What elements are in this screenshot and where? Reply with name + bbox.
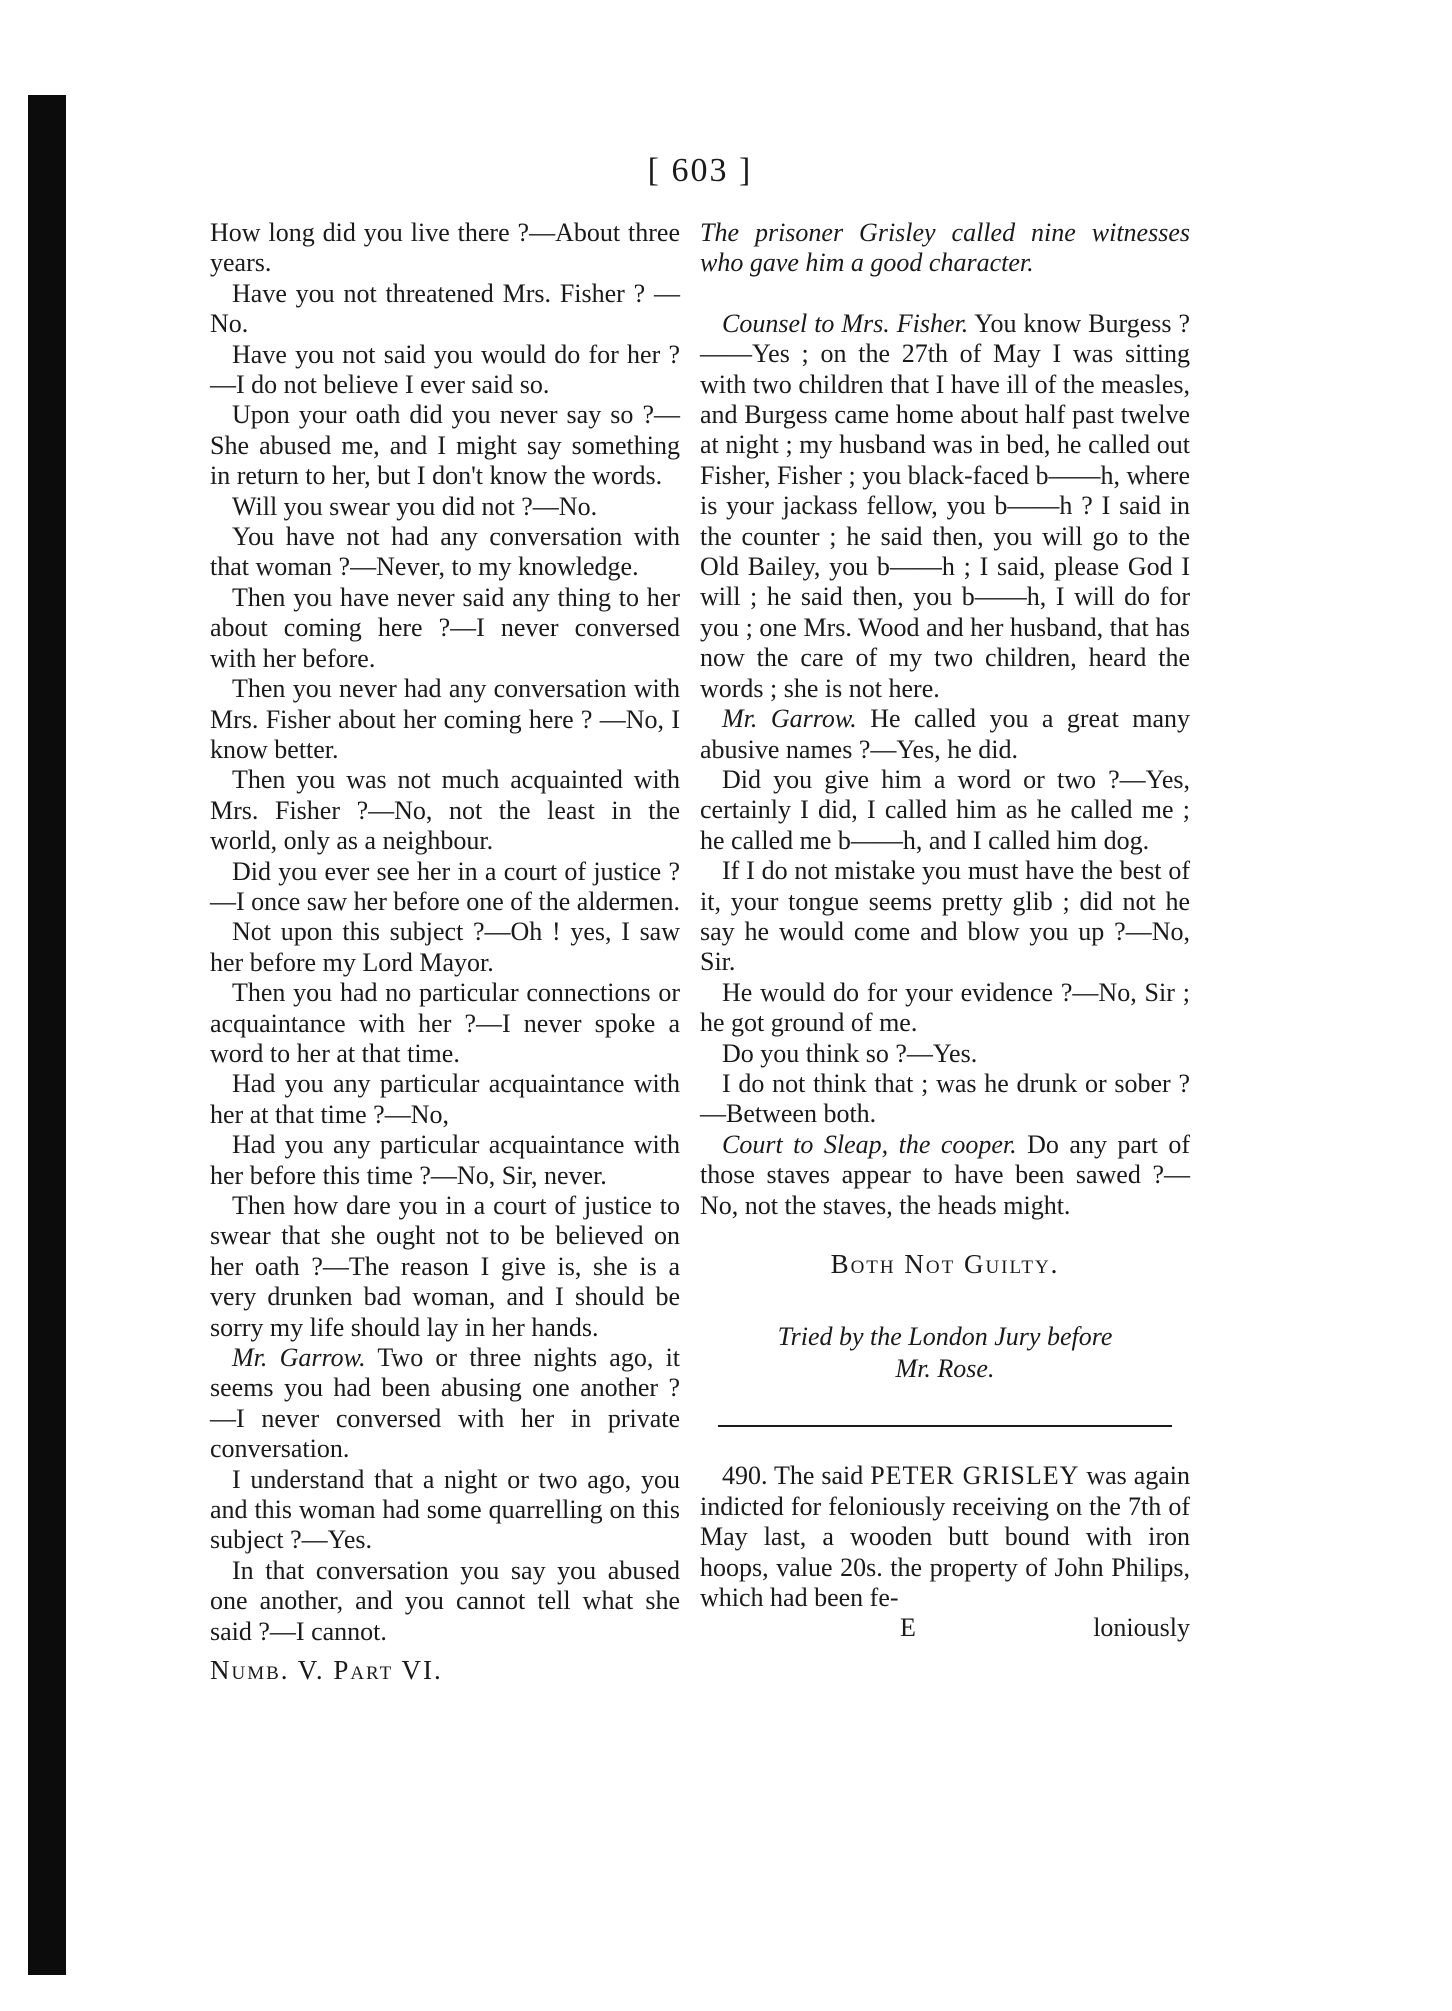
tried-by-note (700, 1321, 1190, 1385)
qa-paragraph: Not upon this subject ?—Oh ! yes, I saw her before my Lord Mayor. (210, 917, 680, 977)
left-column (210, 218, 680, 1686)
qa-paragraph: You have not had any conversation with that woman ?—Never, to my knowledge. (210, 522, 680, 582)
qa-paragraph: Then you have never said any thing to her about coming here ?—I never conversed with her before. (210, 582, 680, 673)
qa-paragraph: I do not think that ; was he drunk or sober ?—Between both. (700, 1068, 1190, 1129)
qa-paragraph: He would do for your evidence ?—No, Sir ; he got ground of me. (700, 977, 1190, 1038)
qa-paragraph: I understand that a night or two ago, you and this woman had some quarrelling on this subject ?—Yes. (210, 1464, 680, 1555)
witness-note: The prisoner Grisley called nine witnesses who gave him a good character. (700, 218, 1190, 278)
qa-paragraph: Have you not said you would do for her ? —I do not believe I ever said so. (210, 339, 680, 400)
qa-paragraph: If I do not mistake you must have the best of it, your tongue seems pretty glib ; did not he say he would come and blow you up ?—No, Sir. (700, 856, 1190, 977)
qa-paragraph: Had you any particular acquaintance with her at that time ?—No, (210, 1069, 680, 1129)
qa-paragraph: Counsel to Mrs. Fisher. You know Burgess ?——Yes ; on the 27th of May I was sitting with two children that I have ill of the measles, and Burgess came home about half past twelve at night ; my husband was in bed, he called out Fisher, Fisher ; you black-faced b——h, where is your jackass fellow, you b——h ? I said in the counter ; he said then, you will go to the Old Bailey, you b——h ; I said, please God I will ; he said then, you b——h, I will do for you ; one Mrs. Wood and her husband, that has now the care of my two children, heard the words ; she is not here. (700, 308, 1190, 703)
qa-paragraph: Do you think so ?—Yes. (722, 1038, 978, 1068)
speaker-label: Court to Sleap, the cooper. (722, 1129, 1017, 1159)
case-number: 490. (722, 1461, 768, 1491)
qa-paragraph: Did you give him a word or two ?—Yes, certainly I did, I called him as he called me ; he called me b——h, and I called him dog. (700, 764, 1190, 855)
catchword: loniously (1093, 1613, 1190, 1643)
qa-paragraph: Will you swear you did not ?—No. (232, 491, 598, 521)
page-number: [ 603 ] (647, 152, 753, 189)
qa-paragraph: Then how dare you in a court of justice to swear that she ought not to be believed on her oath ?—The reason I give is, she is a very drunken bad woman, and I should be sorry my life should lay in her hands. (210, 1191, 680, 1342)
section-divider (718, 1425, 1172, 1427)
speaker-label: Counsel to Mrs. Fisher. (722, 308, 969, 338)
qa-paragraph: Then you had no particular connections or acquaintance with her ?—I never spoke a word to her at that time. (210, 978, 680, 1068)
defendant-name: PETER GRISLEY (870, 1461, 1080, 1491)
qa-paragraph: Court to Sleap, the cooper. Do any part of those staves appear to have been sawed ?— No, not the staves, the heads might. (700, 1129, 1190, 1220)
qa-paragraph: Then you was not much acquainted with Mrs. Fisher ?—No, not the least in the world, only as a neighbour. (210, 765, 680, 856)
qa-paragraph: Mr. Garrow. Two or three nights ago, it seems you had been abusing one another ? —I never conversed with her in private conversation. (210, 1343, 681, 1464)
qa-paragraph: How long did you live there ?—About three years. (210, 218, 680, 278)
qa-paragraph: Then you never had any conversation with Mrs. Fisher about her coming here ? —No, I know better. (210, 674, 680, 764)
qa-paragraph: Upon your oath did you never say so ?— She abused me, and I might say something in return to her, but I don't know the words. (210, 400, 680, 491)
speaker-label: Mr. Garrow. (232, 1343, 366, 1373)
qa-paragraph: Did you ever see her in a court of justice ?—I once saw her before one of the aldermen. (210, 856, 680, 916)
indictment-paragraph: 490. The said PETER GRISLEY was again indicted for feloniously receiving on the 7th of May last, a wooden butt bound with iron hoops, value 20s. the property of John Philips, which had been fe- (700, 1461, 1190, 1613)
qa-paragraph: In that conversation you say you abused one another, and you cannot tell what she said ?—I cannot. (210, 1555, 680, 1646)
binding-shadow (28, 95, 66, 1975)
tried-line: Mr. Rose. (895, 1354, 995, 1384)
qa-paragraph: Have you not threatened Mrs. Fisher ? —No. (210, 278, 680, 339)
qa-paragraph: Had you any particular acquaintance with her before this time ?—No, Sir, never. (210, 1130, 680, 1190)
verdict: Both Not Guilty. (830, 1249, 1060, 1279)
signature-mark: Numb. V. Part VI. (210, 1655, 443, 1686)
catchword-line (700, 1613, 1190, 1643)
tried-line: Tried by the London Jury before (777, 1322, 1113, 1352)
qa-paragraph: Mr. Garrow. He called you a great many abusive names ?—Yes, he did. (700, 704, 1190, 764)
right-column (700, 218, 1190, 1644)
speaker-label: Mr. Garrow. (722, 704, 857, 734)
signature-letter: E (900, 1613, 916, 1643)
